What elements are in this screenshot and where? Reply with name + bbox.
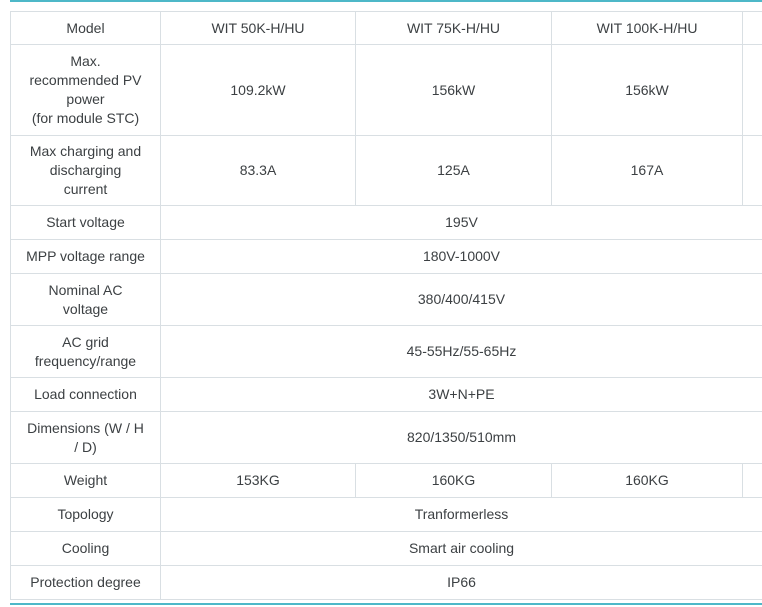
row-label-line: recommended PV: [29, 72, 142, 88]
row-label-nominal-ac-voltage: [11, 274, 161, 326]
row-label-line: power: [66, 91, 105, 107]
row-label-start-voltage: Start voltage: [11, 206, 161, 240]
row-label-protection-degree: Protection degree: [11, 566, 161, 600]
cell-value: 83.3A: [161, 136, 356, 206]
table-row: [11, 412, 762, 464]
cell-value: 160KG: [356, 464, 552, 498]
cell-value: 109.2kW: [161, 45, 356, 136]
row-label-line: AC grid: [62, 333, 109, 350]
row-label-ac-grid-frequency-range: [11, 326, 161, 378]
table-row: [11, 464, 762, 498]
row-label-mpp-voltage-range: MPP voltage range: [11, 240, 161, 274]
table-row: [11, 240, 762, 274]
column-header-wit-75k: WIT 75K-H/HU: [356, 12, 552, 45]
column-header-wit-100k: WIT 100K-H/HU: [552, 12, 743, 45]
row-spacer: [743, 136, 762, 206]
table-row: [11, 378, 762, 412]
cell-value-merged: 380/400/415V: [161, 274, 762, 326]
row-label-weight: Weight: [11, 464, 161, 498]
table-row: [11, 45, 762, 136]
row-label-line: current: [63, 181, 108, 197]
cell-value-merged: IP66: [161, 566, 762, 600]
row-label-cooling: Cooling: [11, 532, 161, 566]
row-label-line: (for module STC): [31, 110, 140, 126]
table-row: [11, 566, 762, 600]
row-label-line: Max.: [70, 53, 101, 69]
bottom-accent-rule: [10, 603, 762, 605]
row-label-line: discharging: [49, 162, 122, 178]
cell-value-merged: 45-55Hz/55-65Hz: [161, 326, 762, 378]
table-row: [11, 498, 762, 532]
table-row: [11, 206, 762, 240]
row-spacer: [743, 45, 762, 136]
spec-table-container: [10, 11, 762, 600]
top-accent-rule: [10, 0, 762, 2]
header-spacer: [743, 12, 762, 45]
row-label-line: frequency/range: [34, 352, 137, 369]
row-label-load-connection: Load connection: [11, 378, 161, 412]
cell-value: 156kW: [552, 45, 743, 136]
row-label-line: voltage: [62, 300, 109, 317]
row-spacer: [743, 464, 762, 498]
row-label-max-pv-power: [11, 45, 161, 136]
cell-value-merged: 820/1350/510mm: [161, 412, 762, 464]
row-label-line: / D): [74, 438, 97, 455]
cell-value-merged: 195V: [161, 206, 762, 240]
cell-value-merged: Tranformerless: [161, 498, 762, 532]
cell-value-merged: Smart air cooling: [161, 532, 762, 566]
table-row: [11, 136, 762, 206]
row-label-dimensions: [11, 412, 161, 464]
table-row: [11, 532, 762, 566]
table-header-row: [11, 12, 762, 45]
table-row: [11, 326, 762, 378]
cell-value: 156kW: [356, 45, 552, 136]
cell-value: 153KG: [161, 464, 356, 498]
row-label-line: Nominal AC: [48, 281, 123, 298]
cell-value: 167A: [552, 136, 743, 206]
column-header-wit-50k: WIT 50K-H/HU: [161, 12, 356, 45]
cell-value: 125A: [356, 136, 552, 206]
table-row: [11, 274, 762, 326]
row-label-line: Dimensions (W / H: [27, 419, 144, 436]
specifications-table: [10, 11, 762, 600]
cell-value-merged: 3W+N+PE: [161, 378, 762, 412]
row-label-max-charge-discharge-current: [11, 136, 161, 206]
row-label-line: Max charging and: [29, 143, 142, 159]
cell-value: 160KG: [552, 464, 743, 498]
column-header-model: Model: [11, 12, 161, 45]
cell-value-merged: 180V-1000V: [161, 240, 762, 274]
row-label-topology: Topology: [11, 498, 161, 532]
